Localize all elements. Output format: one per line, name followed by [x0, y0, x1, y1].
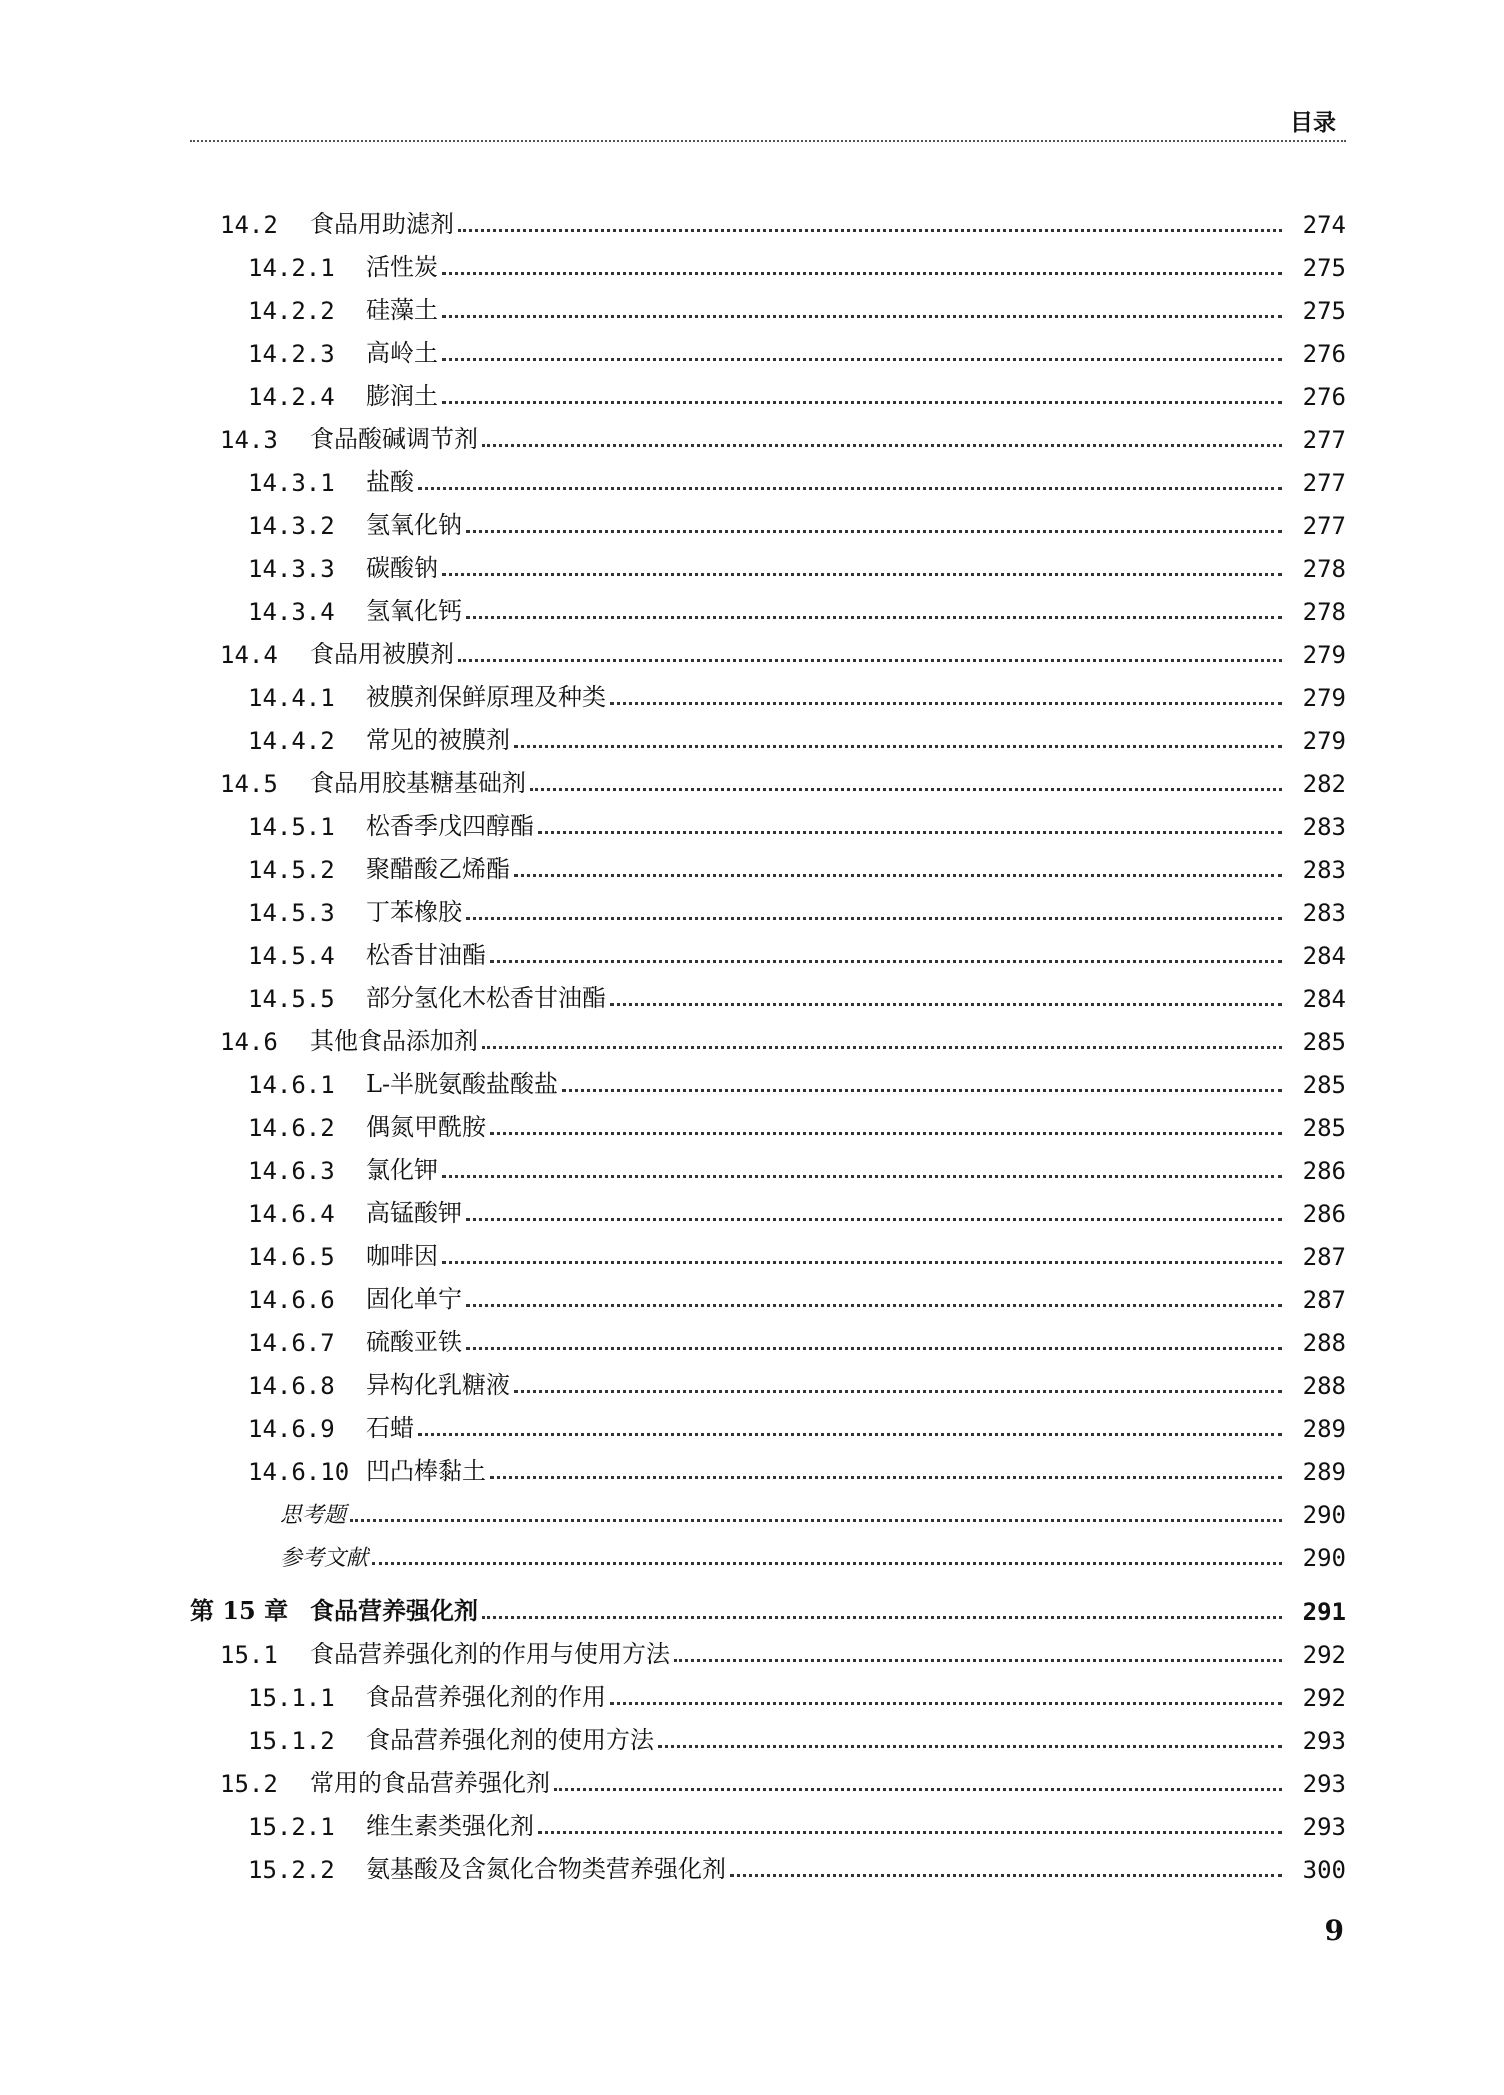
toc-entry: [190, 1013, 1346, 1056]
toc-entry: [190, 1712, 1346, 1755]
toc-entry-title: 参考文献: [280, 1546, 369, 1571]
toc-entry-page: 300: [1302, 1856, 1346, 1884]
dot-leader: [372, 1562, 1282, 1565]
toc-entry-page: 278: [1302, 555, 1346, 583]
toc-entry: [190, 884, 1346, 927]
toc-entry-page: 276: [1302, 340, 1346, 368]
toc-entry-title: 氢氧化钠: [366, 511, 462, 539]
toc-entry-number: 15.1.1: [248, 1684, 335, 1712]
toc-entry-page: 277: [1302, 426, 1346, 454]
dot-leader: [418, 1433, 1282, 1436]
toc-entry: [190, 798, 1346, 841]
dot-leader: [466, 530, 1282, 533]
toc-entry: [190, 368, 1346, 411]
toc-entry-title: 食品营养强化剂的作用与使用方法: [310, 1640, 670, 1668]
toc-entry-page: 277: [1302, 469, 1346, 497]
toc-entry: [190, 1841, 1346, 1884]
toc-entry-number: 14.3.1: [248, 469, 335, 497]
dot-leader: [442, 573, 1282, 576]
toc-entry: [190, 1056, 1346, 1099]
dot-leader: [442, 401, 1282, 404]
toc-entry-number: 15.2.1: [248, 1813, 335, 1841]
toc-entry-title: 食品用胶基糖基础剂: [310, 769, 526, 797]
toc-entry-number: 14.4.1: [248, 684, 335, 712]
dot-leader: [610, 702, 1282, 705]
toc-entry-title: 聚醋酸乙烯酯: [366, 855, 510, 883]
table-of-contents: [190, 196, 1346, 1884]
toc-entry: [190, 841, 1346, 884]
dot-leader: [490, 1132, 1282, 1135]
toc-entry-number: 14.3: [220, 426, 278, 454]
toc-entry-page: 279: [1302, 641, 1346, 669]
dot-leader: [514, 1390, 1282, 1393]
toc-entry-number: 14.6.9: [248, 1415, 335, 1443]
dot-leader: [658, 1745, 1282, 1748]
toc-entry-page: 291: [1302, 1598, 1346, 1626]
toc-entry-page: 277: [1302, 512, 1346, 540]
page-number: 9: [1324, 1914, 1344, 1947]
toc-entry-title: 石蜡: [366, 1414, 414, 1442]
toc-entry: [190, 626, 1346, 669]
toc-entry-page: 285: [1302, 1071, 1346, 1099]
dot-leader: [466, 616, 1282, 619]
dot-leader: [482, 1616, 1282, 1619]
toc-entry-number: 14.6.10: [248, 1458, 350, 1486]
toc-entry-number: 14.6.8: [248, 1372, 335, 1400]
toc-entry-title: 盐酸: [366, 468, 414, 496]
dot-leader: [466, 1304, 1282, 1307]
dot-leader: [514, 874, 1282, 877]
toc-entry-number: 15.2: [220, 1770, 278, 1798]
toc-entry: [190, 1443, 1346, 1486]
toc-entry-title: 偶氮甲酰胺: [366, 1113, 486, 1141]
dot-leader: [442, 1261, 1282, 1264]
toc-entry-number: 14.6.6: [248, 1286, 335, 1314]
toc-entry: [190, 239, 1346, 282]
dot-leader: [482, 1046, 1282, 1049]
toc-entry: [190, 1228, 1346, 1271]
toc-entry-page: 284: [1302, 942, 1346, 970]
toc-entry-page: 279: [1302, 727, 1346, 755]
toc-entry-page: 284: [1302, 985, 1346, 1013]
toc-entry: [190, 497, 1346, 540]
toc-entry-number: 15.1: [220, 1641, 278, 1669]
toc-entry-page: 283: [1302, 899, 1346, 927]
toc-entry-title: L-半胱氨酸盐酸盐: [366, 1070, 559, 1098]
toc-entry: [190, 1314, 1346, 1357]
toc-entry-page: 285: [1302, 1028, 1346, 1056]
toc-entry-title: 松香甘油酯: [366, 941, 486, 969]
toc-entry-number: 14.2.2: [248, 297, 335, 325]
toc-entry-page: 279: [1302, 684, 1346, 712]
toc-entry-title: 高岭土: [366, 339, 438, 367]
toc-entry: [190, 1798, 1346, 1841]
toc-entry-page: 287: [1302, 1286, 1346, 1314]
running-header: [190, 100, 1346, 142]
toc-entry: [190, 454, 1346, 497]
toc-entry-number: 14.6.3: [248, 1157, 335, 1185]
toc-entry-number: 14.5.5: [248, 985, 335, 1013]
dot-leader: [490, 960, 1282, 963]
dot-leader: [466, 1347, 1282, 1350]
toc-entry: [190, 712, 1346, 755]
dot-leader: [458, 659, 1282, 662]
toc-entry-title: 氨基酸及含氮化合物类营养强化剂: [366, 1855, 726, 1883]
toc-entry-page: 293: [1302, 1727, 1346, 1755]
toc-entry: [190, 669, 1346, 712]
toc-entry-title: 异构化乳糖液: [366, 1371, 510, 1399]
toc-entry-number: 14.5: [220, 770, 278, 798]
toc-entry-number: 14.2.4: [248, 383, 335, 411]
toc-entry-number: 14.6.7: [248, 1329, 335, 1357]
toc-entry-page: 289: [1302, 1415, 1346, 1443]
dot-leader: [466, 1218, 1282, 1221]
dot-leader: [482, 444, 1282, 447]
toc-entry-page: 288: [1302, 1372, 1346, 1400]
toc-entry-page: 288: [1302, 1329, 1346, 1357]
toc-entry-title: 常见的被膜剂: [366, 726, 510, 754]
toc-entry-title: 食品营养强化剂: [310, 1597, 478, 1625]
toc-entry-page: 285: [1302, 1114, 1346, 1142]
toc-entry-number: 14.4.2: [248, 727, 335, 755]
dot-leader: [458, 229, 1282, 232]
toc-entry: [190, 927, 1346, 970]
toc-entry-title: 食品用被膜剂: [310, 640, 454, 668]
toc-entry-number: 14.2: [220, 211, 278, 239]
toc-entry-page: 286: [1302, 1200, 1346, 1228]
toc-entry: [190, 196, 1346, 239]
toc-entry-number: 15.2.2: [248, 1856, 335, 1884]
toc-entry-title: 氢氧化钙: [366, 597, 462, 625]
toc-entry: [190, 755, 1346, 798]
dot-leader: [562, 1089, 1282, 1092]
dot-leader: [418, 487, 1282, 490]
toc-entry-title: 氯化钾: [366, 1156, 438, 1184]
toc-entry-number: 14.6.4: [248, 1200, 335, 1228]
toc-entry-page: 274: [1302, 211, 1346, 239]
toc-entry: [190, 1357, 1346, 1400]
toc-entry-number: 14.2.3: [248, 340, 335, 368]
toc-entry-number: 14.6: [220, 1028, 278, 1056]
dot-leader: [490, 1476, 1282, 1479]
toc-entry-number: 14.2.1: [248, 254, 335, 282]
toc-entry: [190, 1185, 1346, 1228]
toc-entry: [190, 1529, 1346, 1572]
toc-entry-number: 14.6.2: [248, 1114, 335, 1142]
toc-entry-page: 290: [1302, 1501, 1346, 1529]
toc-entry-number: 14.5.3: [248, 899, 335, 927]
dot-leader: [530, 788, 1282, 791]
toc-entry-number: 14.3.4: [248, 598, 335, 626]
toc-entry: [190, 970, 1346, 1013]
toc-entry-page: 286: [1302, 1157, 1346, 1185]
toc-entry-number: 第 15 章: [190, 1596, 289, 1625]
toc-entry-page: 293: [1302, 1813, 1346, 1841]
toc-entry-number: 14.6.1: [248, 1071, 335, 1099]
toc-entry-page: 283: [1302, 813, 1346, 841]
toc-entry: [190, 1099, 1346, 1142]
toc-entry: [190, 1755, 1346, 1798]
toc-entry-page: 290: [1302, 1544, 1346, 1572]
toc-entry: [190, 282, 1346, 325]
toc-entry-title: 食品酸碱调节剂: [310, 425, 478, 453]
toc-entry: [190, 325, 1346, 368]
toc-entry-title: 凹凸棒黏土: [366, 1457, 486, 1485]
toc-entry-title: 硫酸亚铁: [366, 1328, 462, 1356]
toc-entry-page: 276: [1302, 383, 1346, 411]
toc-entry: [190, 540, 1346, 583]
toc-entry: [190, 1142, 1346, 1185]
toc-entry-title: 硅藻土: [366, 296, 438, 324]
toc-entry-number: 14.3.2: [248, 512, 335, 540]
toc-entry-number: 14.5.2: [248, 856, 335, 884]
toc-entry: [190, 411, 1346, 454]
toc-entry-number: 14.4: [220, 641, 278, 669]
toc-entry-title: 固化单宁: [366, 1285, 462, 1313]
toc-entry-title: 咖啡因: [366, 1242, 438, 1270]
toc-entry: [190, 583, 1346, 626]
dot-leader: [442, 315, 1282, 318]
dot-leader: [442, 1175, 1282, 1178]
toc-entry-title: 维生素类强化剂: [366, 1812, 534, 1840]
toc-entry-page: 292: [1302, 1641, 1346, 1669]
toc-entry-title: 其他食品添加剂: [310, 1027, 478, 1055]
toc-entry-page: 292: [1302, 1684, 1346, 1712]
dot-leader: [538, 1831, 1282, 1834]
dot-leader: [610, 1702, 1282, 1705]
toc-entry-page: 275: [1302, 297, 1346, 325]
toc-entry-number: 14.6.5: [248, 1243, 335, 1271]
dot-leader: [514, 745, 1282, 748]
dot-leader: [554, 1788, 1282, 1791]
toc-chapter-entry: [190, 1578, 1346, 1626]
toc-entry-title: 碳酸钠: [366, 554, 438, 582]
dot-leader: [350, 1519, 1282, 1522]
header-title: 目录: [1290, 110, 1336, 136]
toc-entry-title: 食品营养强化剂的作用: [366, 1683, 606, 1711]
toc-entry-title: 思考题: [280, 1503, 347, 1528]
toc-entry: [190, 1486, 1346, 1529]
toc-entry-title: 食品用助滤剂: [310, 210, 454, 238]
toc-entry-number: 14.5.4: [248, 942, 335, 970]
toc-entry-title: 部分氢化木松香甘油酯: [366, 984, 606, 1012]
toc-entry-title: 松香季戊四醇酯: [366, 812, 534, 840]
toc-entry-title: 食品营养强化剂的使用方法: [366, 1726, 654, 1754]
toc-entry-page: 289: [1302, 1458, 1346, 1486]
dot-leader: [674, 1659, 1282, 1662]
toc-entry-title: 活性炭: [366, 253, 438, 281]
toc-entry-page: 282: [1302, 770, 1346, 798]
toc-entry: [190, 1271, 1346, 1314]
toc-entry: [190, 1626, 1346, 1669]
dot-leader: [442, 358, 1282, 361]
toc-entry: [190, 1669, 1346, 1712]
toc-entry-title: 高锰酸钾: [366, 1199, 462, 1227]
dot-leader: [730, 1874, 1282, 1877]
toc-entry: [190, 1400, 1346, 1443]
toc-entry-number: 14.5.1: [248, 813, 335, 841]
dot-leader: [466, 917, 1282, 920]
dot-leader: [442, 272, 1282, 275]
toc-entry-title: 膨润土: [366, 382, 438, 410]
toc-entry-page: 278: [1302, 598, 1346, 626]
toc-entry-title: 常用的食品营养强化剂: [310, 1769, 550, 1797]
dot-leader: [610, 1003, 1282, 1006]
toc-entry-number: 15.1.2: [248, 1727, 335, 1755]
toc-entry-number: 14.3.3: [248, 555, 335, 583]
dot-leader: [538, 831, 1282, 834]
toc-entry-title: 被膜剂保鲜原理及种类: [366, 683, 606, 711]
toc-entry-page: 283: [1302, 856, 1346, 884]
toc-entry-title: 丁苯橡胶: [366, 898, 462, 926]
toc-entry-page: 287: [1302, 1243, 1346, 1271]
toc-entry-page: 293: [1302, 1770, 1346, 1798]
toc-entry-page: 275: [1302, 254, 1346, 282]
